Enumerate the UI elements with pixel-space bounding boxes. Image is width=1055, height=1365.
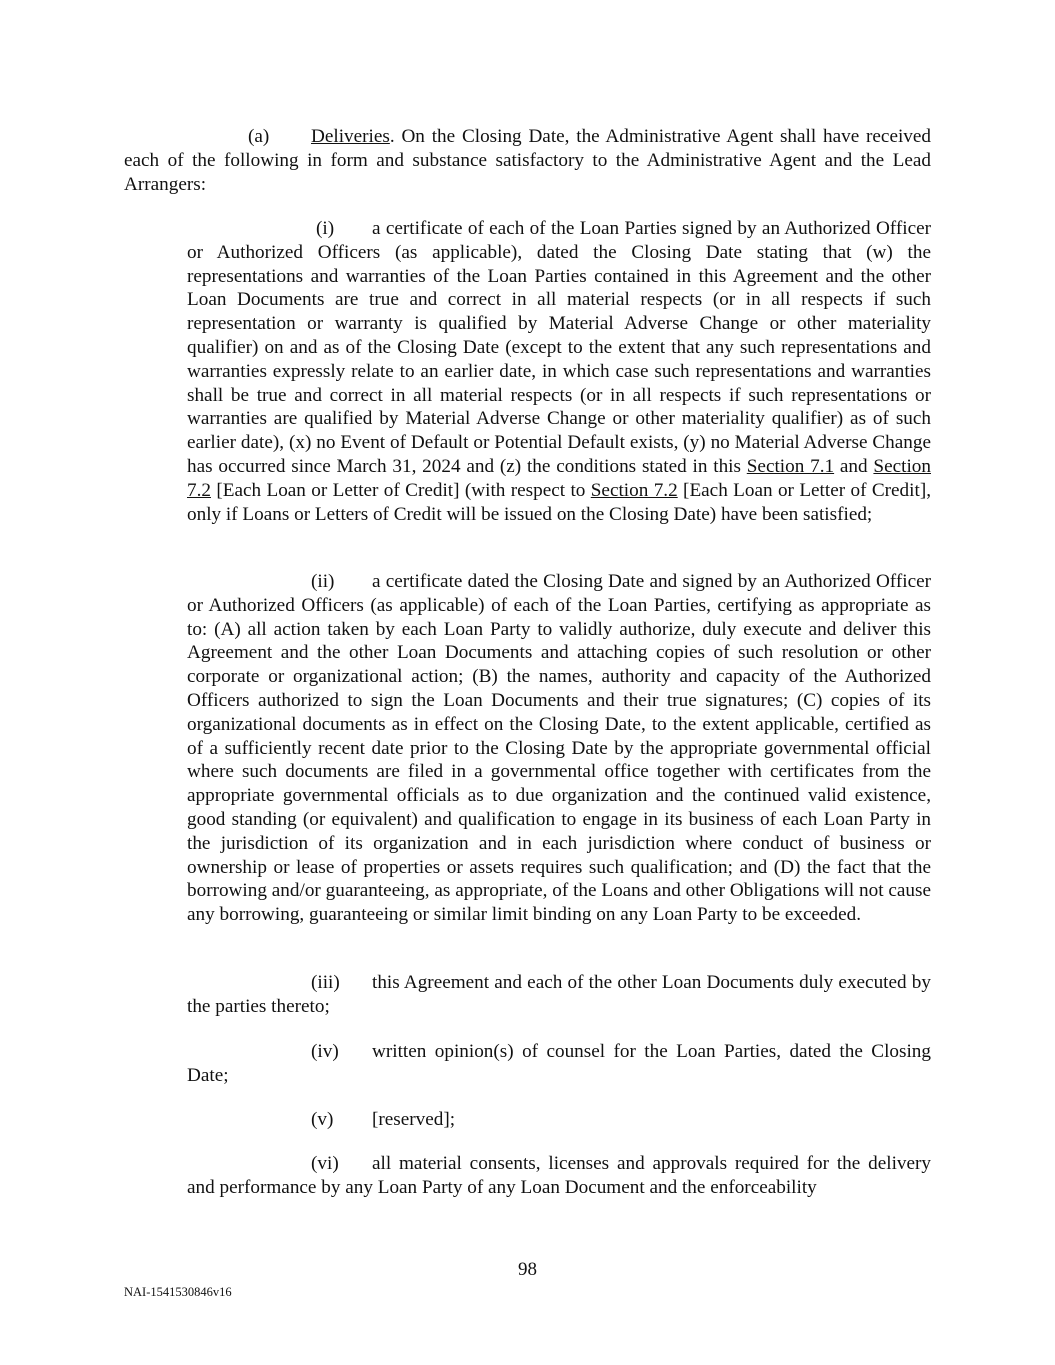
page-number: 98 <box>518 1259 537 1280</box>
item-label: (iv) <box>311 1041 339 1062</box>
paragraph-a <box>124 125 931 196</box>
item-text: this Agreement and each of the other Loan Documents duly executed by the parties thereto; <box>187 972 931 1017</box>
item-label: (iii) <box>311 972 340 993</box>
item-iii <box>187 971 931 1019</box>
item-text: and <box>834 455 874 477</box>
item-label: (ii) <box>311 571 335 592</box>
paragraph-text: . On the Closing Date, the Administrative Agent shall have received each of the following in form and substance satisfactory to the Administrative Agent and the Lead Arrangers: <box>124 126 931 195</box>
item-text: [Each Loan or Letter of Credit] (with respect to <box>210 479 591 501</box>
item-text: all material consents, licenses and approvals required for the delivery and performance by any Loan Party of any Loan Document and the enforceability <box>187 1153 931 1198</box>
section-link[interactable]: Section 7.2 <box>590 479 678 501</box>
section-link[interactable]: Section 7.1 <box>746 455 835 477</box>
item-text: a certificate of each of the Loan Parties signed by an Authorized Officer or Authorized Officers (as applicable), dated the Closing Date stating that (w) the representations and warranties of the Loan Parties contained in this Agreement and the other Loan Documents are true and correct in all material respects (or in all respects if such representation or warranty is qualified by Material Adverse Change or other materiality qualifier) on and as of the Closing Date (except to the extent that any such representations and warranties expressly relate to an earlier date, in which case such representations and warranties shall be true and correct in all material respects (or in all respects if such representations or warranties are qualified by Material Adverse Change or other materiality qualifier) as of such earlier date), (x) no Event of Default or Potential Default exists, (y) no Material Adverse Change has occurred since March 31, 2024 and (z) the conditions stated in this <box>187 218 931 477</box>
item-label: (vi) <box>311 1153 339 1174</box>
item-vi <box>187 1152 931 1200</box>
item-text: a certificate dated the Closing Date and signed by an Authorized Officer or Authorized Officers (as applicable) of each of the Loan Parties, certifying as appropriate as to: (A) all action taken by each Loan Party to validly authorize, duly execute and deliver this Agreement and the other Loan Documents and attaching copies of such resolution or other corporate or organizational action; (B) the names, authority and capacity of the Authorized Officers authorized to sign the Loan Documents and their true signatures; (C) copies of its organizational documents as in effect on the Closing Date, to the extent applicable, certified as of a sufficiently recent date prior to the Closing Date by the appropriate governmental official where such documents are filed in a governmental office together with certificates from the appropriate governmental officials as to due organization and the continued valid existence, good standing (or equivalent) and qualification to engage in its business of each Loan Party in the jurisdiction of its organization and in each jurisdiction where conduct of business or ownership or lease of properties or assets requires such qualification; and (D) the fact that the borrowing and/or guaranteeing, as appropriate, of the Loans and other Obligations will not cause any borrowing, guaranteeing or similar limit binding on any Loan Party to be exceeded. <box>187 571 931 926</box>
item-text: written opinion(s) of counsel for the Loan Parties, dated the Closing Date; <box>187 1041 931 1086</box>
item-iv <box>187 1040 931 1088</box>
item-ii <box>187 570 931 927</box>
item-label: (i) <box>316 218 335 239</box>
item-v <box>187 1108 931 1132</box>
item-text: [reserved]; <box>372 1109 456 1130</box>
document-id: NAI-1541530846v16 <box>124 1285 232 1299</box>
section-heading: Deliveries <box>311 126 390 147</box>
section-link[interactable]: Section 7.2 <box>187 455 931 501</box>
item-i <box>187 217 931 526</box>
item-label: (v) <box>311 1109 334 1130</box>
paragraph-label: (a) <box>248 126 270 147</box>
item-text: [Each Loan or Letter of Credit], only if Loans or Letters of Credit will be issued on the Closing Date) have been satisfied; <box>187 479 932 525</box>
